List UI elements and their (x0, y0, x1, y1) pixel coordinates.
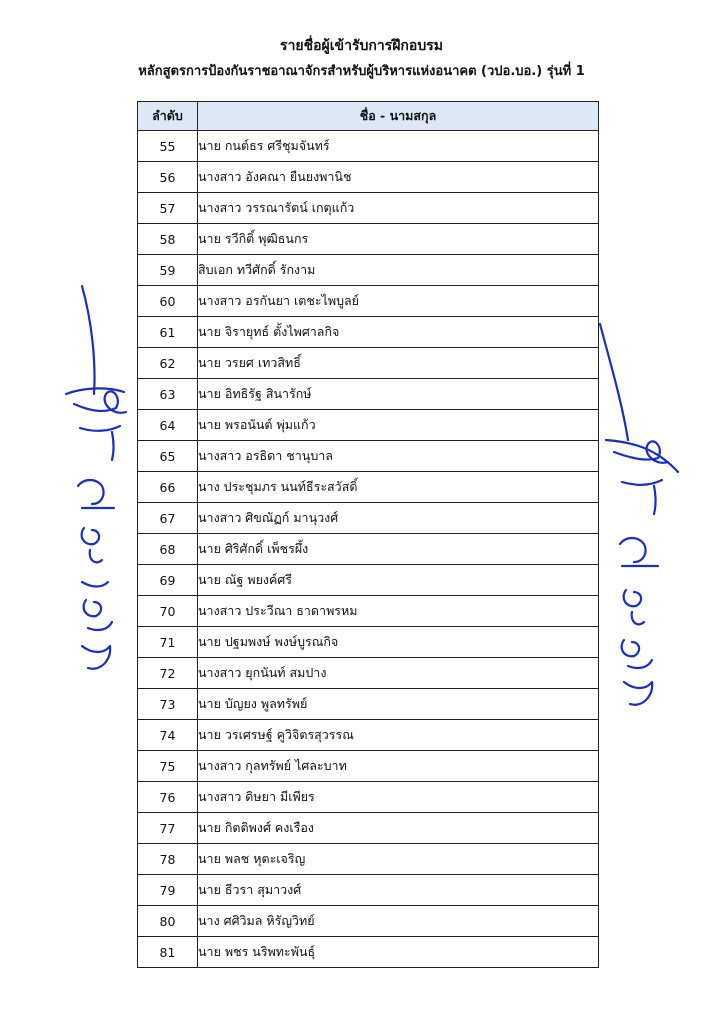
table-row (138, 844, 599, 875)
table-row (138, 441, 599, 472)
table-row (138, 472, 599, 503)
row-number: 62 (138, 348, 198, 379)
table-row (138, 720, 599, 751)
participant-name: นางสาว ประวีณา ธาดาพรหม (198, 596, 599, 627)
column-header-order: ลำดับ (138, 102, 198, 131)
row-number: 63 (138, 379, 198, 410)
participant-name: นาย วรเศรษฐ์ คูวิจิตรสุวรรณ (198, 720, 599, 751)
document-subtitle: หลักสูตรการป้องกันราชอาณาจักรสำหรับผู้บริหารแห่งอนาคต (วปอ.บอ.) รุ่นที่ 1 (138, 64, 585, 79)
right-signature-icon (592, 322, 688, 722)
participant-name: นางสาว ยุกนันท์ สมปาง (198, 658, 599, 689)
row-number: 80 (138, 906, 198, 937)
table-row (138, 627, 599, 658)
row-number: 81 (138, 937, 198, 968)
participant-name: นาย กนต์ธร ศรีชุมจันทร์ (198, 131, 599, 162)
table-row (138, 689, 599, 720)
row-number: 77 (138, 813, 198, 844)
column-header-name: ชื่อ - นามสกุล (198, 102, 599, 131)
participant-name: นางสาว กุลทรัพย์ ไศละบาท (198, 751, 599, 782)
row-number: 59 (138, 255, 198, 286)
participant-name: นาง ศศิวิมล หิรัญวิทย์ (198, 906, 599, 937)
table-row (138, 131, 599, 162)
table-row (138, 255, 599, 286)
table-row (138, 534, 599, 565)
table-row (138, 162, 599, 193)
row-number: 61 (138, 317, 198, 348)
row-number: 55 (138, 131, 198, 162)
row-number: 78 (138, 844, 198, 875)
table-row (138, 782, 599, 813)
row-number: 58 (138, 224, 198, 255)
table-row (138, 317, 599, 348)
row-number: 76 (138, 782, 198, 813)
row-number: 67 (138, 503, 198, 534)
table-row (138, 658, 599, 689)
row-number: 72 (138, 658, 198, 689)
participant-name: นางสาว อรกันยา เตชะไพบูลย์ (198, 286, 599, 317)
document-title: รายชื่อผู้เข้ารับการฝึกอบรม (280, 38, 443, 54)
row-number: 69 (138, 565, 198, 596)
table-row (138, 875, 599, 906)
participant-name: นาย จิรายุทธ์ ตั้งไพศาลกิจ (198, 317, 599, 348)
participant-name: นาย พลช หุตะเจริญ (198, 844, 599, 875)
table-row (138, 503, 599, 534)
participant-name: นาย พชร นริพทะพันธุ์ (198, 937, 599, 968)
row-number: 57 (138, 193, 198, 224)
participant-name: นางสาว อังคณา ยืนยงพานิช (198, 162, 599, 193)
table-row (138, 410, 599, 441)
table-row (138, 596, 599, 627)
row-number: 71 (138, 627, 198, 658)
table-row (138, 937, 599, 968)
left-signature-icon (52, 282, 132, 702)
row-number: 75 (138, 751, 198, 782)
table-row (138, 906, 599, 937)
table-row (138, 565, 599, 596)
row-number: 60 (138, 286, 198, 317)
participant-name: สิบเอก ทวีศักดิ์ รักงาม (198, 255, 599, 286)
row-number: 73 (138, 689, 198, 720)
table-row (138, 224, 599, 255)
participant-name: นาย ธีวรา สุมาวงศ์ (198, 875, 599, 906)
participant-name: นาย ศิริศักดิ์ เพ็ชรผึ้ง (198, 534, 599, 565)
table-row (138, 193, 599, 224)
table-row (138, 813, 599, 844)
row-number: 68 (138, 534, 198, 565)
participant-name: นาย กิตติพงศ์ คงเรือง (198, 813, 599, 844)
row-number: 65 (138, 441, 198, 472)
row-number: 70 (138, 596, 198, 627)
row-number: 66 (138, 472, 198, 503)
table-row (138, 751, 599, 782)
row-number: 79 (138, 875, 198, 906)
table-row (138, 379, 599, 410)
table-header-row (138, 102, 599, 131)
participant-name: นาย ณัฐ พยงค์ศรี (198, 565, 599, 596)
row-number: 64 (138, 410, 198, 441)
participant-name: นางสาว วรรณารัตน์ เกตุแก้ว (198, 193, 599, 224)
participant-table (137, 101, 599, 968)
row-number: 74 (138, 720, 198, 751)
table-row (138, 348, 599, 379)
participant-name: นาย พรอนันต์ พุ่มแก้ว (198, 410, 599, 441)
participant-name: นาย ปฐมพงษ์ พงษ์บูรณกิจ (198, 627, 599, 658)
participant-name: นาย อิทธิรัฐ สินารักษ์ (198, 379, 599, 410)
row-number: 56 (138, 162, 198, 193)
participant-name: นาย บัญยง พูลทรัพย์ (198, 689, 599, 720)
participant-name: นางสาว ดิษยา มีเพียร (198, 782, 599, 813)
table-row (138, 286, 599, 317)
participant-name: นาง ประชุมภร นนท์ธีระสวัสดิ์ (198, 472, 599, 503)
participant-name: นางสาว ศิขณัฏก์ มานุวงศ์ (198, 503, 599, 534)
participant-name: นางสาว อรธิดา ชานุบาล (198, 441, 599, 472)
participant-name: นาย รวีกิติ์ พุฒิธนกร (198, 224, 599, 255)
participant-name: นาย วรยศ เทวสิทธิ์ (198, 348, 599, 379)
